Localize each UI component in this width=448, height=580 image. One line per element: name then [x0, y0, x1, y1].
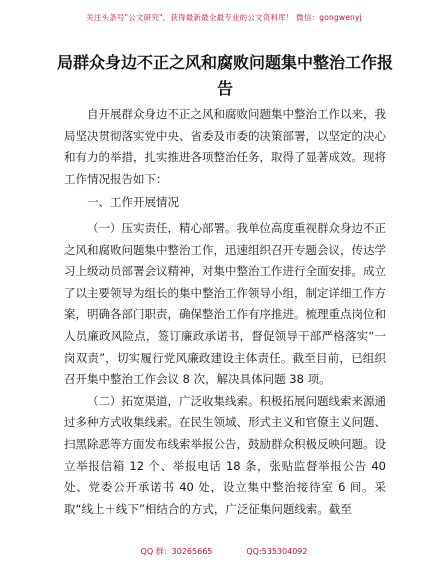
body-paragraph-1: （一）压实责任，精心部署。我单位高度重视群众身边不正之风和腐败问题集中整治工作，迅速组织召开专题会议，传达学习上级动员部署会议精神，对集中整治工作进行全面安排。成立了以主要领导为组长的集中整治工作领导小组，制定详细工作方案，明确各部门职责，确保整治工作有序推进。梳理重点岗位和人员廉政风险点，签订廉政承诺书，督促领导干部严格落实“一岗双责”，切实履行党风廉政建设主体责任。截至目前，已组织召开集中整治工作会议 8 次，解决具体问题 38 项。 — [64, 220, 386, 387]
section-heading: 一、工作开展情况 — [87, 195, 179, 210]
document-title: 局群众身边不正之风和腐败问题集中整治工作报告 — [56, 53, 393, 98]
body-paragraph-2: （二）拓宽渠道，广泛收集线索。积极拓展问题线索来源通过多种方式收集线索。在民生领域、形式主义和官僚主义问题、扫黑除恶等方面发布线索举报公告，鼓励群众积极反映问题。设立举报信箱 12 个、举报电话 18 条，张贴监督举报公告 40 处、党委公开承诺书 40 处，设立集中整治接待室 6 间。采取“线上＋线下”相结合的方式，广泛征集问题线索。截至 — [64, 393, 386, 516]
intro-paragraph: 自开展群众身边不正之风和腐败问题集中整治工作以来，我局坚决贯彻落实党中央、省委及市委的决策部署，以坚定的决心和有力的举措，扎实推进各项整治任务，取得了显著成效。现将工作情况报告如下： — [64, 107, 386, 186]
document-body — [64, 104, 386, 520]
footer-contact — [44, 546, 404, 557]
footer-qq-group: QQ 群：30265665 — [140, 547, 213, 556]
footer-qq-number: QQ:535304092 — [246, 547, 308, 556]
header-promo-note: 关注头条号"公文研究"，获得最新最全最专业的公文资料库！ 微信：gongwenyj — [86, 13, 362, 22]
